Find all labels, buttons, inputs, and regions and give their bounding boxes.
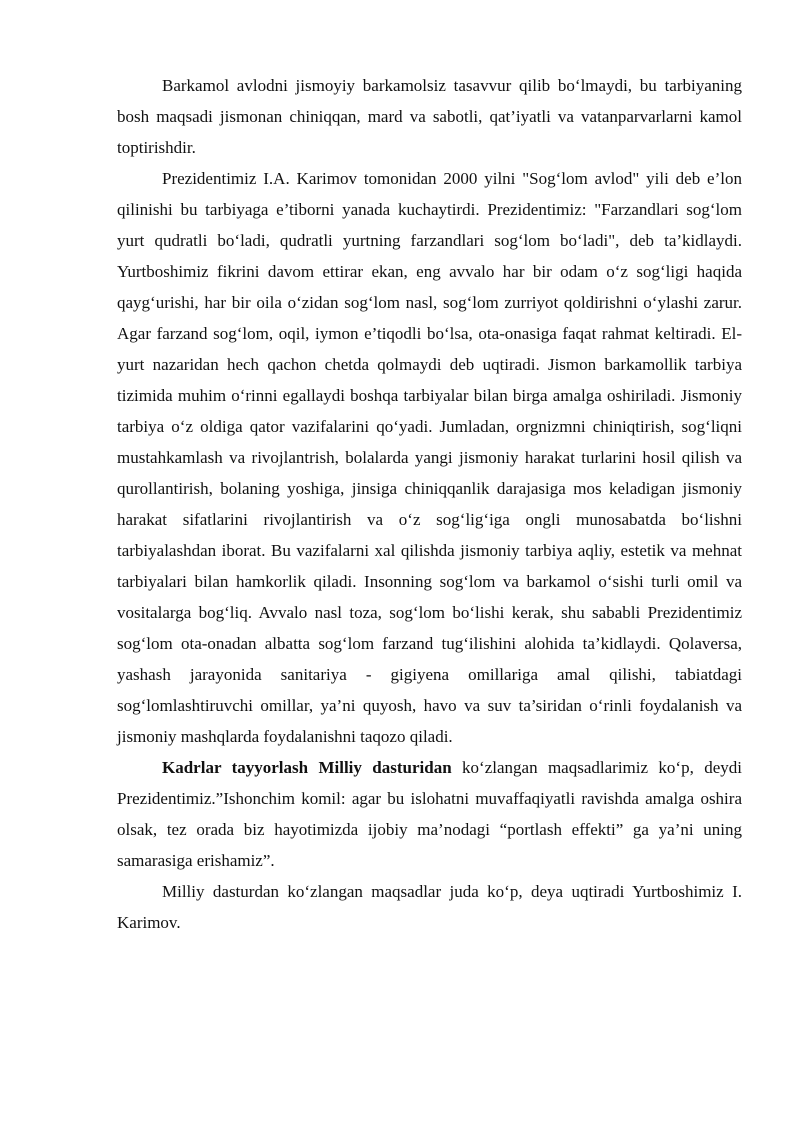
paragraph-2-text: Prezidentimiz I.A. Karimov tomonidan 2000 yilni "Sog‘lom avlod" yili deb e’lon qilinishi bu tarbiyaga e’tiborni yanada kuchaytirdi. Prezidentimiz: "Farzandlari sog‘lom yurt qudratli bo‘ladi, qudratli yurtning farzandlari sog‘lom bo‘ladi", deb ta’kidlaydi. Yurtboshimiz fikrini davom ettirar ekan, eng avvalo har bir odam o‘z sog‘ligi haqida qayg‘urishi, har bir oila o‘zidan sog‘lom nasl, sog‘lom zurriyot qoldirishni o‘ylashi zarur. Agar farzand sog‘lom, oqil, iymon e’tiqodli bo‘lsa, ota-onasiga faqat rahmat keltiradi. El-yurt nazaridan hech qachon chetda qolmaydi deb uqtiradi. Jismon barkamollik tarbiya tizimida muhim o‘rinni egallaydi boshqa tarbiyalar bilan birga amalga oshiriladi. Jismoniy tarbiya o‘z oldiga qator vazifalarini qo‘yadi. Jumladan, orgnizmni chiniqtirish, sog‘liqni mustahkamlash va rivojlantrish, bolalarda yangi jismoniy harakat turlarini hosil qilish va qurollantirish, bolaning yoshiga, jinsiga chiniqqanlik darajasiga mos keladigan jismoniy harakat sifatlarini rivojlantirish va o‘z sog‘lig‘iga ongli munosabatda bo‘lishni tarbiyalashdan iborat. Bu vazifalarni xal qilishda jismoniy tarbiya aqliy, estetik va mehnat tarbiyalari bilan hamkorlik qiladi. Insonning sog‘lom va barkamol o‘sishi turli omil va vositalarga bog‘liq. Avvalo nasl toza, sog‘lom bo‘lishi kerak, shu sababli Prezidentimiz sog‘lom ota-onadan albatta sog‘lom farzand tug‘ilishini alohida ta’kidlaydi. Qolaversa, yashash jarayonida sanitariya - gigiyena omillariga amal qilishi, tabiatdagi sog‘lomlashtiruvchi omillar, ya’ni quyosh, havo va suv ta’siridan o‘rinli foydalanish va jismoniy mashqlarda foydalanishni taqozo qiladi. — [117, 169, 742, 746]
paragraph-3 — [117, 752, 742, 876]
paragraph-1 — [117, 70, 742, 163]
paragraph-3-text: ko‘zlangan maqsadlarimiz ko‘p, deydi Prezidentimiz.”Ishonchim komil: agar bu islohatni muvaffaqiyatli ravishda amalga oshira olsak, tez orada biz hayotimizda ijobiy ma’nodagi “portlash effekti” ga ya’ni uning samarasiga erishamiz”. — [117, 758, 742, 870]
paragraph-2 — [117, 163, 742, 752]
paragraph-4 — [117, 876, 742, 938]
paragraph-4-text: Milliy dasturdan ko‘zlangan maqsadlar juda ko‘p, deya uqtiradi Yurtboshimiz I. Karimov. — [117, 882, 742, 932]
paragraph-3-bold-lead: Kadrlar tayyorlash Milliy dasturidan — [162, 758, 452, 777]
document-page — [117, 70, 742, 938]
paragraph-1-text: Barkamol avlodni jismoyiy barkamolsiz tasavvur qilib bo‘lmaydi, bu tarbiyaning bosh maqsadi jismonan chiniqqan, mard va sabotli, qat’iyatli va vatanparvarlarni kamol toptirishdir. — [117, 76, 742, 157]
